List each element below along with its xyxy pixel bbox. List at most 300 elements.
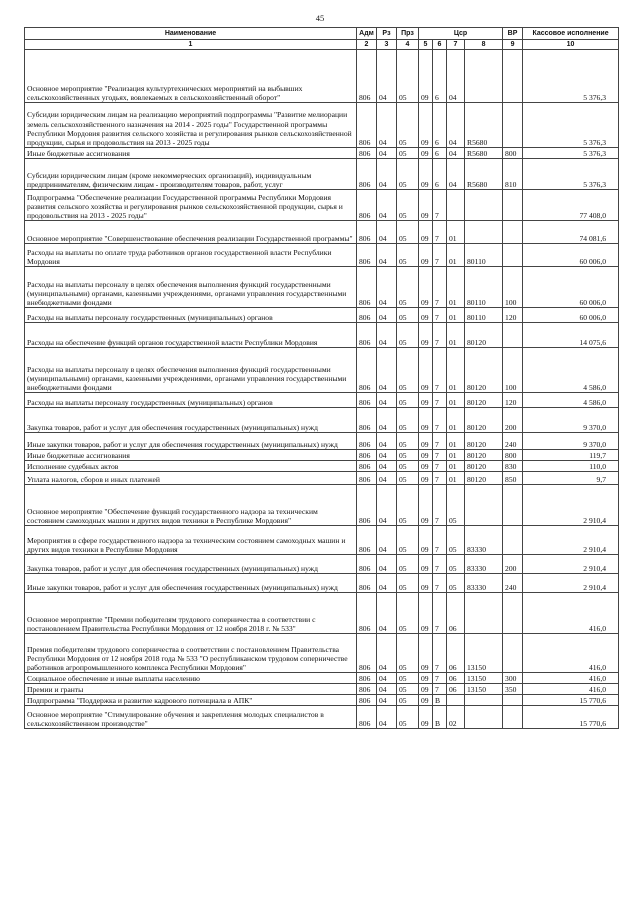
cell-adm: 806 [357,408,377,433]
cell-amount: 4 586,0 [523,348,619,393]
cell-csr-1: 09 [419,393,433,408]
header-amount: Кассовое исполнение [523,28,619,40]
cell-vr: 100 [503,267,523,308]
cell-adm: 806 [357,593,377,634]
cell-amount: 119,7 [523,450,619,461]
table-row [25,267,619,308]
cell-csr-3: 01 [447,308,465,323]
cell-csr-1: 09 [419,348,433,393]
cell-vr [503,593,523,634]
cell-adm: 806 [357,103,377,148]
cell-csr-1: 09 [419,323,433,348]
cell-csr-2: 7 [433,684,447,695]
cell-name: Расходы на выплаты по оплате труда работников органов государственной власти Республики Мордовия [25,244,357,267]
cell-csr-3: 01 [447,323,465,348]
cell-csr-4: 80120 [465,472,503,485]
cell-rz: 04 [377,593,397,634]
cell-csr-1: 09 [419,593,433,634]
cell-prz: 05 [397,695,419,706]
cell-csr-1: 09 [419,485,433,526]
cell-vr: 120 [503,393,523,408]
cell-csr-3: 01 [447,221,465,244]
cell-name: Расходы на выплаты персоналу государственных (муниципальных) органов [25,393,357,408]
cell-csr-3 [447,695,465,706]
cell-rz: 04 [377,393,397,408]
column-number: 10 [523,40,619,50]
cell-prz: 05 [397,148,419,159]
cell-rz: 04 [377,103,397,148]
cell-adm: 806 [357,555,377,574]
cell-rz: 04 [377,308,397,323]
header-rz: Рз [377,28,397,40]
cell-csr-2: 6 [433,103,447,148]
cell-csr-3: 04 [447,148,465,159]
cell-csr-4: R5680 [465,103,503,148]
cell-csr-3: 01 [447,348,465,393]
cell-csr-2: 7 [433,673,447,684]
cell-name: Расходы на выплаты персоналу государственных (муниципальных) органов [25,308,357,323]
cell-csr-2: 7 [433,408,447,433]
cell-prz: 05 [397,308,419,323]
cell-csr-2: В [433,706,447,729]
cell-csr-4: 80120 [465,323,503,348]
cell-adm: 806 [357,221,377,244]
cell-adm: 806 [357,574,377,593]
cell-csr-2: 7 [433,308,447,323]
cell-prz: 05 [397,267,419,308]
column-number-row [25,40,619,50]
cell-rz: 04 [377,159,397,190]
cell-amount: 416,0 [523,673,619,684]
cell-adm: 806 [357,526,377,555]
cell-vr: 800 [503,450,523,461]
cell-adm: 806 [357,50,377,103]
cell-csr-4: 83330 [465,574,503,593]
cell-csr-3: 01 [447,393,465,408]
cell-csr-1: 09 [419,472,433,485]
cell-rz: 04 [377,673,397,684]
cell-name: Иные закупки товаров, работ и услуг для обеспечения государственных (муниципальных) нужд [25,574,357,593]
cell-csr-2: В [433,695,447,706]
table-row [25,323,619,348]
cell-csr-1: 09 [419,221,433,244]
cell-csr-1: 09 [419,634,433,673]
cell-prz: 05 [397,190,419,221]
cell-rz: 04 [377,190,397,221]
cell-amount: 4 586,0 [523,393,619,408]
cell-csr-2: 7 [433,323,447,348]
cell-prz: 05 [397,450,419,461]
cell-prz: 05 [397,485,419,526]
cell-prz: 05 [397,159,419,190]
cell-amount: 416,0 [523,684,619,695]
cell-csr-3: 04 [447,50,465,103]
cell-amount: 5 376,3 [523,148,619,159]
cell-prz: 05 [397,323,419,348]
cell-rz: 04 [377,323,397,348]
cell-csr-1: 09 [419,50,433,103]
cell-adm: 806 [357,348,377,393]
cell-adm: 806 [357,308,377,323]
cell-prz: 05 [397,673,419,684]
cell-rz: 04 [377,472,397,485]
header-prz: Прз [397,28,419,40]
cell-amount: 60 006,0 [523,308,619,323]
cell-csr-2: 7 [433,244,447,267]
cell-vr: 200 [503,408,523,433]
table-row [25,393,619,408]
column-number: 2 [357,40,377,50]
cell-vr: 100 [503,348,523,393]
cell-rz: 04 [377,695,397,706]
cell-name: Премии и гранты [25,684,357,695]
cell-csr-4: 13150 [465,684,503,695]
table-row [25,308,619,323]
cell-prz: 05 [397,461,419,472]
column-number: 6 [433,40,447,50]
cell-vr: 350 [503,684,523,695]
cell-vr [503,706,523,729]
cell-adm: 806 [357,267,377,308]
cell-csr-3: 05 [447,526,465,555]
cell-csr-3: 06 [447,634,465,673]
cell-csr-2: 7 [433,574,447,593]
cell-csr-3: 01 [447,450,465,461]
cell-name: Премия победителям трудового соперничества в соответствии с постановлением Правительства Республики Мордовия от 12 ноября 2018 года № 533 "О республиканском трудовом соперничестве работников агропромышленного комплекса Республики Мордовия" [25,634,357,673]
header-row [25,28,619,40]
cell-csr-1: 09 [419,450,433,461]
column-number: 4 [397,40,419,50]
cell-rz: 04 [377,634,397,673]
cell-csr-4: 80120 [465,348,503,393]
cell-vr: 300 [503,673,523,684]
cell-csr-4: 80120 [465,433,503,450]
cell-name: Уплата налогов, сборов и иных платежей [25,472,357,485]
cell-csr-1: 09 [419,526,433,555]
cell-amount: 9 370,0 [523,433,619,450]
cell-vr [503,695,523,706]
cell-csr-3: 01 [447,408,465,433]
cell-prz: 05 [397,103,419,148]
cell-vr [503,634,523,673]
cell-csr-3: 04 [447,103,465,148]
cell-csr-4 [465,695,503,706]
cell-csr-4: 13150 [465,634,503,673]
cell-adm: 806 [357,159,377,190]
cell-csr-1: 09 [419,190,433,221]
cell-csr-4: 83330 [465,555,503,574]
cell-vr [503,103,523,148]
header-adm: Адм [357,28,377,40]
column-number: 7 [447,40,465,50]
cell-csr-3: 01 [447,472,465,485]
cell-name: Подпрограмма "Обеспечение реализации Государственной программы Республики Мордовия развития сельского хозяйства и регулирования рынков сельскохозяйственной продукции, сырья и продовольствия на 2013 - 2025 годы" [25,190,357,221]
cell-vr [503,50,523,103]
cell-adm: 806 [357,485,377,526]
cell-amount: 60 006,0 [523,267,619,308]
cell-csr-4: 80120 [465,393,503,408]
table-row [25,684,619,695]
cell-csr-1: 09 [419,148,433,159]
cell-csr-1: 09 [419,555,433,574]
cell-rz: 04 [377,706,397,729]
cell-csr-3: 01 [447,433,465,450]
cell-name: Расходы на выплаты персоналу в целях обеспечения выполнения функций государственными (муниципальными) органами, казенными учреждениями, органами управления государственными внебюджетными фондами [25,348,357,393]
cell-csr-2: 7 [433,526,447,555]
cell-csr-3: 06 [447,684,465,695]
cell-csr-1: 09 [419,574,433,593]
cell-csr-3: 01 [447,461,465,472]
cell-vr [503,485,523,526]
cell-prz: 05 [397,348,419,393]
table-row [25,348,619,393]
cell-amount: 5 376,3 [523,159,619,190]
cell-csr-2: 7 [433,485,447,526]
cell-amount: 416,0 [523,634,619,673]
cell-csr-2: 7 [433,190,447,221]
cell-csr-4 [465,221,503,244]
cell-csr-2: 7 [433,555,447,574]
cell-prz: 05 [397,593,419,634]
cell-csr-2: 7 [433,433,447,450]
table-row [25,244,619,267]
cell-rz: 04 [377,684,397,695]
cell-vr: 240 [503,574,523,593]
cell-name: Основное мероприятие "Стимулирование обучения и закрепления молодых специалистов в сельскохозяйственном производстве" [25,706,357,729]
cell-rz: 04 [377,450,397,461]
header-vr: ВР [503,28,523,40]
cell-name: Основное мероприятие "Обеспечение функций государственного надзора за техническим состоянием самоходных машин и других видов техники в Республике Мордовия" [25,485,357,526]
cell-rz: 04 [377,221,397,244]
cell-rz: 04 [377,408,397,433]
cell-rz: 04 [377,267,397,308]
table-row [25,695,619,706]
cell-amount: 5 376,3 [523,50,619,103]
table-row [25,461,619,472]
table-row [25,526,619,555]
header-name: Наименование [25,28,357,40]
cell-csr-1: 09 [419,308,433,323]
cell-adm: 806 [357,673,377,684]
cell-amount: 110,0 [523,461,619,472]
cell-amount: 9 370,0 [523,408,619,433]
cell-csr-1: 09 [419,461,433,472]
table-row [25,555,619,574]
cell-csr-2: 7 [433,393,447,408]
cell-name: Основное мероприятие "Совершенствование обеспечения реализации Государственной программы" [25,221,357,244]
cell-amount: 2 910,4 [523,526,619,555]
cell-csr-4: 80120 [465,408,503,433]
cell-csr-4 [465,706,503,729]
cell-csr-4: 80120 [465,450,503,461]
cell-name: Социальное обеспечение и иные выплаты населению [25,673,357,684]
cell-csr-1: 09 [419,673,433,684]
cell-adm: 806 [357,393,377,408]
cell-csr-2: 7 [433,634,447,673]
cell-adm: 806 [357,433,377,450]
cell-amount: 15 770,6 [523,695,619,706]
cell-csr-4: 80120 [465,461,503,472]
cell-rz: 04 [377,50,397,103]
cell-adm: 806 [357,706,377,729]
cell-csr-2: 7 [433,221,447,244]
cell-name: Закупка товаров, работ и услуг для обеспечения государственных (муниципальных) нужд [25,408,357,433]
cell-csr-4: R5680 [465,159,503,190]
cell-csr-1: 09 [419,267,433,308]
cell-csr-1: 09 [419,408,433,433]
cell-prz: 05 [397,50,419,103]
cell-vr: 850 [503,472,523,485]
cell-amount: 2 910,4 [523,555,619,574]
table-row [25,433,619,450]
cell-csr-2: 6 [433,50,447,103]
cell-name: Основное мероприятие "Реализация культуртехнических мероприятий на выбывших сельскохозяйственных угодьях, вовлекаемых в сельскохозяйственный оборот" [25,50,357,103]
cell-rz: 04 [377,433,397,450]
header-csr: Цср [419,28,503,40]
cell-adm: 806 [357,244,377,267]
cell-csr-3: 02 [447,706,465,729]
cell-csr-1: 09 [419,433,433,450]
cell-vr [503,221,523,244]
cell-name: Мероприятия в сфере государственного надзора за техническим состоянием самоходных машин и других видов техники в Республике Мордовия [25,526,357,555]
cell-amount: 5 376,3 [523,103,619,148]
cell-csr-4: 13150 [465,673,503,684]
cell-csr-3: 04 [447,159,465,190]
cell-amount: 15 770,6 [523,706,619,729]
cell-csr-4 [465,190,503,221]
cell-prz: 05 [397,634,419,673]
cell-csr-1: 09 [419,103,433,148]
table-row [25,593,619,634]
table-body [25,40,619,729]
cell-adm: 806 [357,634,377,673]
cell-name: Основное мероприятие "Премии победителям трудового соперничества в соответствии с постановлением Правительства Республики Мордовия от 12 ноября 2018 г. № 533" [25,593,357,634]
table-header [25,28,619,40]
cell-name: Субсидии юридическим лицам (кроме некоммерческих организаций), индивидуальным предпринимателям, физическим лицам - производителям товаров, работ, услуг [25,159,357,190]
cell-csr-1: 09 [419,684,433,695]
cell-vr: 200 [503,555,523,574]
cell-adm: 806 [357,148,377,159]
cell-vr: 240 [503,433,523,450]
cell-vr [503,323,523,348]
table-row [25,634,619,673]
cell-rz: 04 [377,574,397,593]
cell-name: Иные бюджетные ассигнования [25,450,357,461]
cell-amount: 2 910,4 [523,574,619,593]
cell-name: Расходы на обеспечение функций органов государственной власти Республики Мордовия [25,323,357,348]
cell-csr-4 [465,593,503,634]
cell-prz: 05 [397,684,419,695]
cell-adm: 806 [357,695,377,706]
cell-name: Иные закупки товаров, работ и услуг для обеспечения государственных (муниципальных) нужд [25,433,357,450]
cell-vr: 810 [503,159,523,190]
cell-adm: 806 [357,461,377,472]
cell-csr-4 [465,50,503,103]
cell-adm: 806 [357,472,377,485]
cell-amount: 9,7 [523,472,619,485]
table-row [25,50,619,103]
cell-csr-3: 01 [447,244,465,267]
cell-amount: 2 910,4 [523,485,619,526]
column-number: 8 [465,40,503,50]
cell-amount: 416,0 [523,593,619,634]
cell-prz: 05 [397,472,419,485]
cell-csr-2: 7 [433,461,447,472]
cell-name: Исполнение судебных актов [25,461,357,472]
page-number: 45 [315,13,325,23]
table-row [25,159,619,190]
table-row [25,673,619,684]
budget-table [24,27,619,729]
cell-csr-4 [465,485,503,526]
cell-prz: 05 [397,433,419,450]
cell-prz: 05 [397,244,419,267]
cell-csr-1: 09 [419,695,433,706]
cell-vr: 830 [503,461,523,472]
cell-csr-3 [447,190,465,221]
cell-csr-4: 80110 [465,267,503,308]
cell-vr [503,190,523,221]
cell-csr-3: 05 [447,555,465,574]
column-number: 3 [377,40,397,50]
cell-amount: 14 075,6 [523,323,619,348]
cell-csr-4: R5680 [465,148,503,159]
column-number: 5 [419,40,433,50]
cell-csr-2: 7 [433,472,447,485]
table-row [25,450,619,461]
cell-csr-2: 6 [433,148,447,159]
table-row [25,221,619,244]
cell-vr [503,244,523,267]
cell-csr-4: 80110 [465,308,503,323]
cell-csr-3: 05 [447,485,465,526]
cell-prz: 05 [397,555,419,574]
cell-rz: 04 [377,555,397,574]
cell-prz: 05 [397,574,419,593]
table-row [25,574,619,593]
column-number: 9 [503,40,523,50]
cell-rz: 04 [377,348,397,393]
cell-prz: 05 [397,393,419,408]
cell-csr-3: 06 [447,673,465,684]
cell-csr-3: 06 [447,593,465,634]
cell-amount: 77 408,0 [523,190,619,221]
cell-vr: 120 [503,308,523,323]
cell-name: Иные бюджетные ассигнования [25,148,357,159]
cell-csr-1: 09 [419,244,433,267]
cell-adm: 806 [357,190,377,221]
cell-rz: 04 [377,461,397,472]
cell-name: Субсидии юридическим лицам на реализацию мероприятий подпрограммы "Развитие мелиорации земель сельскохозяйственного назначения на 2014 - 2025 годы" Государственной программы Республики Мордовия развития сельского хозяйства и регулирования рынков сельскохозяйственной продукции, сырья и продовольствия на 2013 - 2025 годы [25,103,357,148]
cell-csr-4: 80110 [465,244,503,267]
column-number: 1 [25,40,357,50]
table-row [25,485,619,526]
cell-csr-2: 7 [433,267,447,308]
cell-vr: 800 [503,148,523,159]
table-row [25,408,619,433]
cell-csr-1: 09 [419,706,433,729]
cell-rz: 04 [377,485,397,526]
cell-prz: 05 [397,526,419,555]
cell-name: Подпрограмма "Поддержка и развитие кадрового потенциала в АПК" [25,695,357,706]
cell-name: Расходы на выплаты персоналу в целях обеспечения выполнения функций государственными (муниципальными) органами, казенными учреждениями, органами управления государственными внебюджетными фондами [25,267,357,308]
cell-adm: 806 [357,450,377,461]
table-row [25,148,619,159]
cell-rz: 04 [377,244,397,267]
cell-csr-3: 01 [447,267,465,308]
cell-csr-3: 05 [447,574,465,593]
table-row [25,706,619,729]
